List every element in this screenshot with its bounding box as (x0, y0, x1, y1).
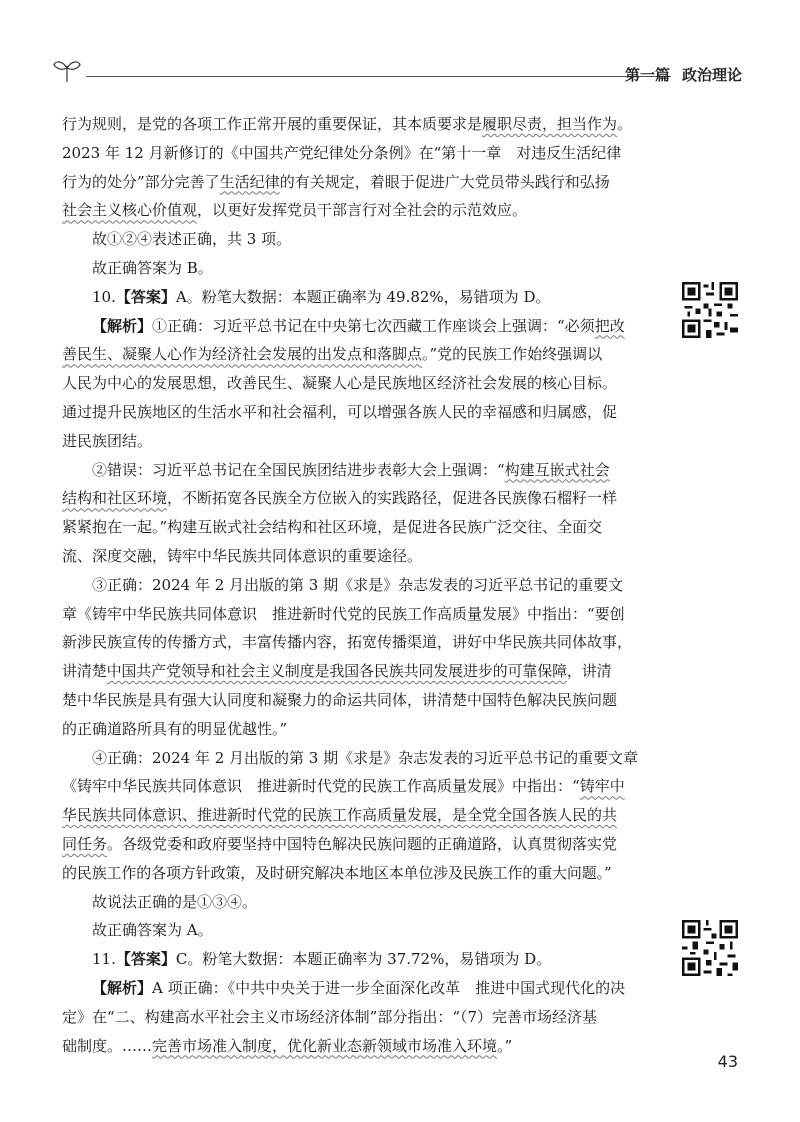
text-line: ③正确：2024 年 2 月出版的第 3 期《求是》杂志发表的习近平总书记的重要文 (92, 575, 624, 594)
highlighted-text: 履职尽责，担当作为 (482, 115, 618, 133)
text-run: ，讲清 (566, 662, 612, 681)
highlighted-text: 华民族共同体意识、推进新时代党的民族工作高质量发展，是全党全国各族人民的共 (62, 806, 618, 825)
text-run: ②错误：习近平总书记在全国民族团结进步表彰大会上强调：“ (92, 460, 505, 479)
page-content (62, 110, 662, 1060)
highlighted-text: 结构和社区环境 (62, 489, 168, 508)
highlighted-text: 同任务 (62, 834, 108, 853)
text-line (62, 657, 662, 686)
header-rule (86, 76, 671, 77)
answer-line: 故正确答案为 B。 (92, 258, 213, 277)
highlighted-text: 生活纪律 (219, 172, 280, 191)
page-number: 43 (717, 1052, 738, 1071)
answer-label: 【答案】 (115, 950, 176, 969)
text-line (62, 484, 662, 513)
highlighted-text: 社会主义核心价值观 (62, 201, 198, 220)
text-line: 2023 年 12 月新修订的《中国共产党纪律处分条例》在“第十一章 对违反生活纪律 (62, 143, 622, 162)
highlighted-text: 善民生、凝聚人心作为经济社会发展的出发点和落脚点 (62, 345, 423, 364)
highlighted-text: 中国共产党领导和社会主义制度是我国各民族共同发展进步的可靠保障 (106, 662, 567, 681)
text-line (62, 974, 662, 1003)
text-line: 楚中华民族是具有强大认同度和凝聚力的命运共同体，讲清楚中国特色解决民族问题 (62, 690, 618, 709)
question-number: 10. (92, 287, 116, 306)
text-line: 进民族团结。 (62, 431, 153, 450)
answer-line: 故正确答案为 A。 (92, 921, 213, 940)
text-run: ，不断拓宽各民族全方位嵌入的实践路径，促进各民族像石榴籽一样 (167, 489, 618, 508)
text-line (62, 801, 662, 830)
text-run: 础制度。…… (62, 1036, 153, 1055)
text-line: 新涉民族宣传的传播方式，丰富传播内容，拓宽传播渠道，讲好中华民族共同体故事， (62, 633, 633, 652)
conclusion-line: 故①②④表述正确，共 3 项。 (92, 230, 292, 249)
text-line (62, 830, 662, 859)
analysis-label: 【解析】 (92, 978, 153, 997)
text-line: ④正确：2024 年 2 月出版的第 3 期《求是》杂志发表的习近平总书记的重要文章 (92, 748, 639, 767)
text-line: 流、深度交融，铸牢中华民族共同体意识的重要途径。 (62, 546, 423, 565)
text-run: 。”党的民族工作始终强调以 (422, 345, 603, 364)
text-run: 的有关规定，着眼于促进广大党员带头践行和弘扬 (279, 172, 610, 191)
text-run: ①正确：习近平总书记在中央第七次西藏工作座谈会上强调：“必须 (152, 316, 595, 335)
question-number: 11. (92, 950, 116, 969)
part-label: 第一篇 (624, 66, 670, 84)
answer-text: C。粉笔大数据：本题正确率为 37.72%，易错项为 D。 (175, 950, 552, 969)
text-run: 行为的处分”部分完善了 (62, 172, 220, 191)
answer-label: 【答案】 (115, 287, 176, 306)
page-header (52, 52, 742, 92)
text-line: 紧紧抱在一起。”构建互嵌式社会结构和社区环境，是促进各民族广泛交往、全面交 (62, 518, 603, 537)
question-11-answer (62, 945, 662, 974)
text-line: 定》在“二、构建高水平社会主义市场经济体制”部分指出：“（7）完善市场经济基 (62, 1007, 598, 1026)
text-line: 人民为中心的发展思想，改善民生、凝聚人心是民族地区经济社会发展的核心目标。 (62, 374, 618, 393)
highlighted-text: 构建互嵌式社会 (504, 460, 610, 479)
text-line: 的民族工作的各项方针政策，及时研究解决本地区本单位涉及民族工作的重大问题。” (62, 863, 612, 882)
text-run: 。各级党委和政府要坚持中国特色解决民族问题的正确道路，认真贯彻落实党 (107, 834, 618, 853)
sprout-leaf-icon (52, 56, 82, 84)
qr-code-icon[interactable] (682, 920, 738, 976)
qr-code-icon[interactable] (682, 282, 738, 338)
text-line: 的正确道路所具有的明显优越性。” (62, 719, 288, 738)
text-line (62, 340, 662, 369)
part-title: 政治理论 (681, 66, 742, 84)
text-run: A 项正确：《中共中央关于进一步全面深化改革 推进中国式现代化的决 (152, 978, 626, 997)
text-run: 讲清楚 (62, 662, 107, 681)
conclusion-line: 故说法正确的是①③④。 (92, 892, 258, 911)
text-line: 通过提升民族地区的生活水平和社会福利，可以增强各族人民的幸福感和归属感，促 (62, 402, 618, 421)
text-line (62, 456, 662, 485)
text-run: ，以更好发挥党员干部言行对全社会的示范效应。 (197, 201, 528, 220)
text-line (62, 168, 662, 197)
text-line (62, 1032, 662, 1061)
answer-text: A。粉笔大数据：本题正确率为 49.82%，易错项为 D。 (175, 287, 551, 306)
text-line (62, 312, 662, 341)
text-run: 行为规则，是党的各项工作正常开展的重要保证，其本质要求是 (62, 115, 483, 133)
text-run: 。” (497, 1036, 513, 1055)
text-line: 章《铸牢中华民族共同体意识 推进新时代党的民族工作高质量发展》中指出：“要创 (62, 604, 625, 623)
text-line (62, 110, 662, 139)
analysis-label: 【解析】 (92, 316, 153, 335)
text-line (62, 196, 662, 225)
highlighted-text: 铸牢中 (579, 777, 625, 796)
text-run: 。 (617, 115, 633, 133)
text-line (62, 772, 662, 801)
highlighted-text: 把改 (594, 316, 625, 335)
question-10-answer (62, 283, 662, 312)
highlighted-text: 完善市场准入制度，优化新业态新领域市场准入环境 (152, 1036, 498, 1055)
section-title (625, 64, 742, 85)
text-run: 《铸牢中华民族共同体意识 推进新时代党的民族工作高质量发展》中指出：“ (62, 777, 580, 796)
